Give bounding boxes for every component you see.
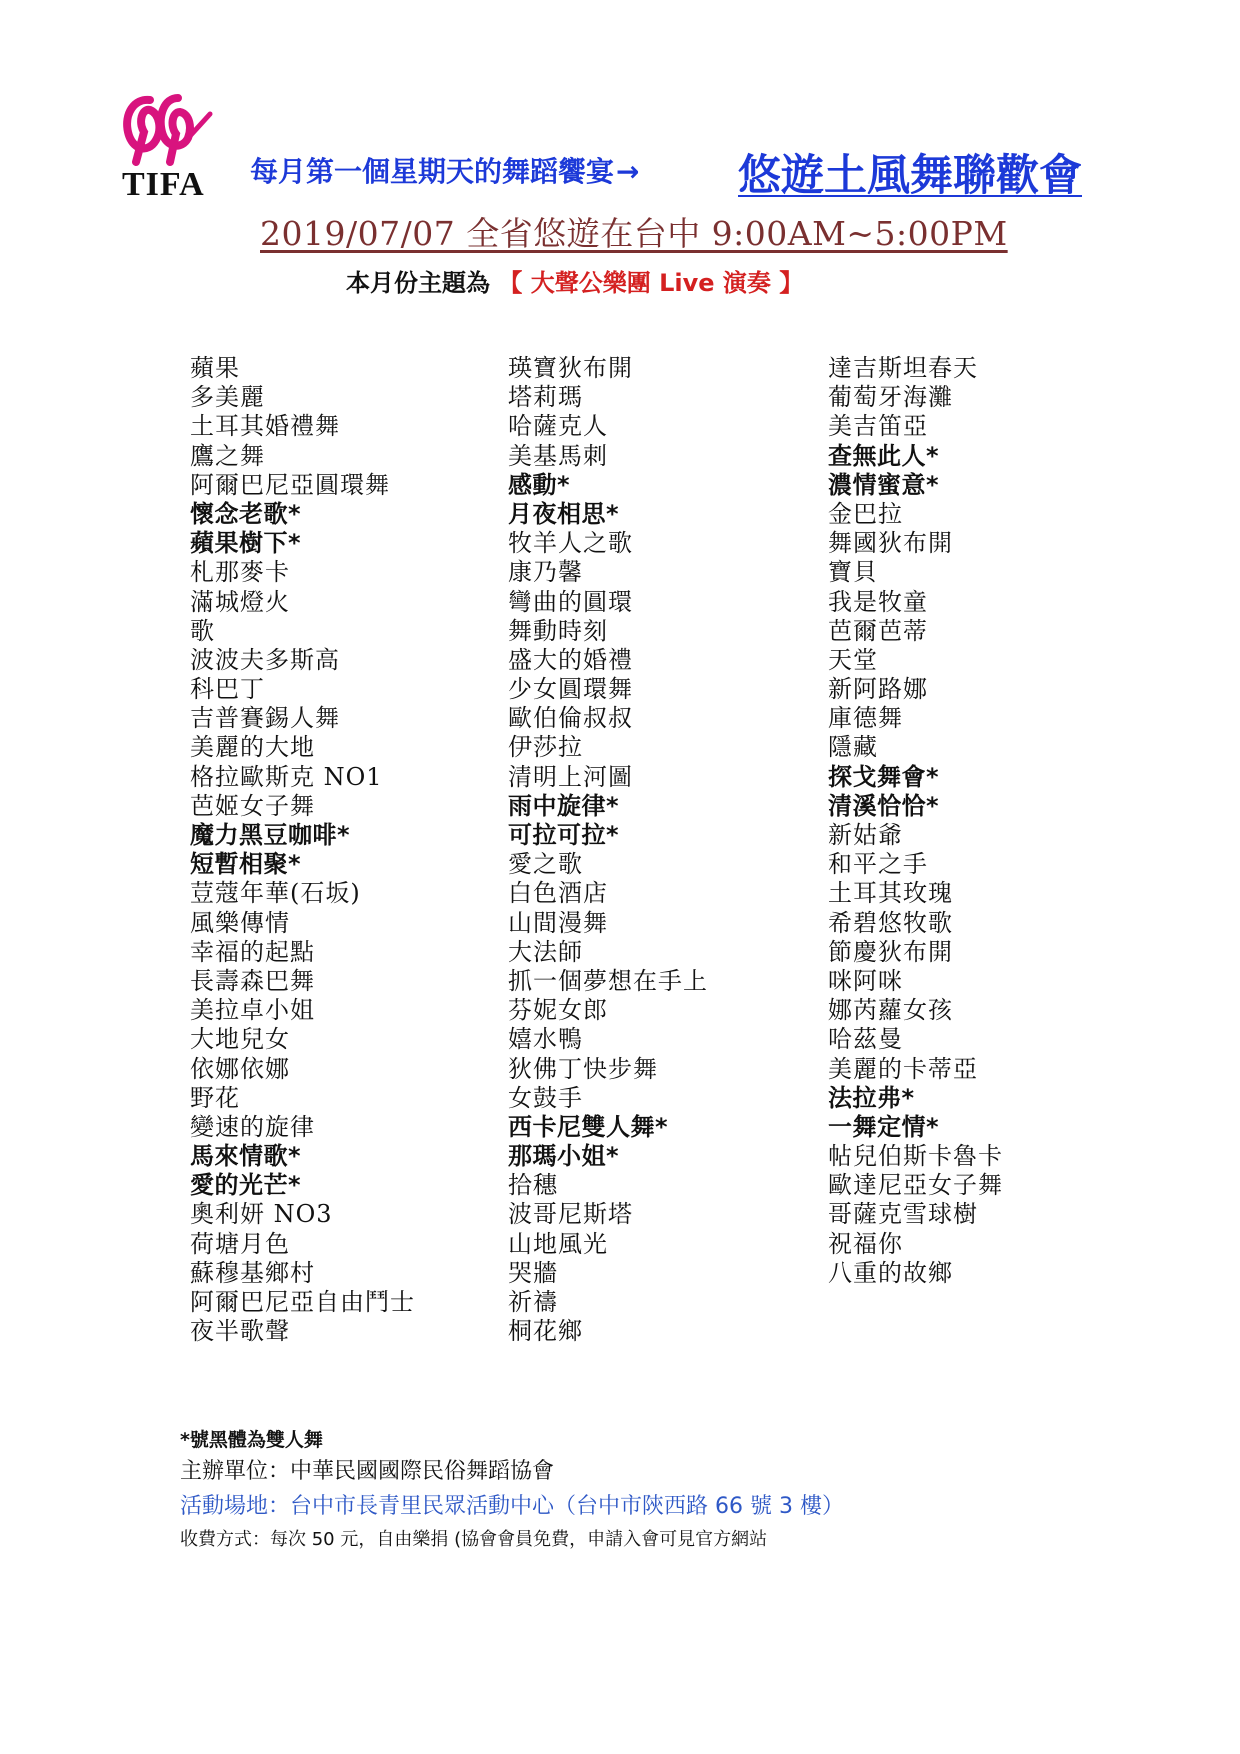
dance-item: 祈禱 bbox=[508, 1288, 558, 1316]
pair-dance-item: 馬來情歌* bbox=[190, 1142, 302, 1171]
dance-item: 哈茲曼 bbox=[828, 1025, 903, 1054]
dance-item: 牧羊人之歌 bbox=[508, 529, 633, 558]
pair-dance-item: 清溪恰恰* bbox=[828, 791, 940, 820]
dance-item: 哥薩克雪球樹 bbox=[828, 1200, 978, 1229]
dance-item: 少女圓環舞 bbox=[508, 675, 633, 704]
pair-dance-item: 雨中旋律* bbox=[508, 791, 620, 820]
dance-item: 愛之歌 bbox=[508, 850, 583, 879]
dance-item: 隱藏 bbox=[828, 733, 878, 762]
dance-item: 舞國狄布開 bbox=[828, 529, 953, 558]
pair-dance-item: 濃情蜜意* bbox=[828, 470, 940, 499]
theme-bracket-close: 】 bbox=[779, 269, 804, 297]
dance-item: 塔莉瑪 bbox=[508, 383, 583, 412]
dance-item: 奧利妍 NO3 bbox=[190, 1200, 333, 1229]
pair-dance-item: 查無此人* bbox=[828, 441, 940, 470]
organizer: 主辦單位：中華民國國際民俗舞蹈協會 bbox=[180, 1459, 555, 1484]
theme-text: 大聲公樂團 Live 演奏 bbox=[530, 269, 771, 297]
dance-item: 美吉笛亞 bbox=[828, 412, 928, 441]
tagline-text: 每月第一個星期天的舞蹈饗宴 bbox=[250, 155, 615, 188]
fee-info: 收費方式：每次 50 元，自由樂捐 (協會會員免費，申請入會可見官方網站 bbox=[180, 1529, 768, 1550]
dance-item: 新姑爺 bbox=[828, 821, 903, 849]
theme-bracket-open: 【 bbox=[498, 269, 523, 297]
dance-item: 芬妮女郎 bbox=[508, 996, 608, 1025]
pair-dance-item: 月夜相思* bbox=[508, 499, 620, 528]
dance-item: 瑛寶狄布開 bbox=[508, 354, 633, 382]
dance-item: 康乃馨 bbox=[508, 558, 583, 587]
dance-item: 大法師 bbox=[508, 937, 583, 966]
pair-dance-item: 懷念老歌* bbox=[190, 499, 302, 528]
dance-item: 蘋果 bbox=[190, 354, 240, 382]
arrow-icon: → bbox=[616, 155, 640, 188]
dance-item: 伊莎拉 bbox=[508, 733, 583, 762]
dance-item: 札那麥卡 bbox=[190, 558, 290, 587]
dance-item: 土耳其婚禮舞 bbox=[190, 412, 340, 441]
dance-item: 八重的故鄉 bbox=[828, 1258, 953, 1287]
dance-item: 歐伯倫叔叔 bbox=[508, 704, 633, 733]
dance-item: 哈薩克人 bbox=[508, 412, 608, 441]
pair-dance-item: 蘋果樹下* bbox=[190, 529, 302, 558]
dance-item: 長壽森巴舞 bbox=[190, 966, 315, 995]
dance-item: 節慶狄布開 bbox=[828, 937, 953, 966]
dance-item: 芭姬女子舞 bbox=[190, 791, 315, 820]
dance-item: 野花 bbox=[190, 1083, 240, 1112]
dance-item: 嬉水鴨 bbox=[508, 1025, 583, 1054]
pair-dance-item: 一舞定情* bbox=[828, 1112, 940, 1141]
pair-dance-item: 那瑪小姐* bbox=[508, 1142, 620, 1171]
dance-item: 我是牧童 bbox=[828, 587, 928, 616]
dance-item: 新阿路娜 bbox=[828, 675, 928, 704]
dance-item: 美拉卓小姐 bbox=[190, 996, 315, 1025]
footer-notes bbox=[180, 1425, 844, 1555]
dance-item: 荳蔻年華(石坂) bbox=[190, 879, 361, 908]
dance-item: 依娜依娜 bbox=[190, 1054, 290, 1083]
dance-item: 幸福的起點 bbox=[190, 937, 315, 966]
pair-dance-legend: *號黑體為雙人舞 bbox=[180, 1429, 323, 1451]
pair-dance-item: 魔力黑豆咖啡* bbox=[190, 821, 351, 849]
dance-item: 桐花鄉 bbox=[508, 1317, 583, 1346]
dance-item: 大地兒女 bbox=[190, 1025, 290, 1054]
theme-prefix: 本月份主題為 bbox=[346, 269, 490, 297]
pair-dance-item: 西卡尼雙人舞* bbox=[508, 1112, 669, 1141]
dance-item: 蘇穆基鄉村 bbox=[190, 1258, 315, 1287]
pair-dance-item: 感動* bbox=[508, 470, 571, 499]
dance-item: 帖兒伯斯卡魯卡 bbox=[828, 1142, 1003, 1171]
dance-item: 達吉斯坦春天 bbox=[828, 354, 978, 382]
dance-item: 變速的旋律 bbox=[190, 1112, 315, 1141]
pair-dance-item: 探戈舞會* bbox=[828, 762, 940, 791]
pair-dance-item: 短暫相聚* bbox=[190, 850, 302, 879]
dance-item: 土耳其玫瑰 bbox=[828, 879, 953, 908]
dance-item: 美基馬刺 bbox=[508, 441, 608, 470]
dance-item: 庫德舞 bbox=[828, 704, 903, 733]
dance-list-column-3 bbox=[828, 354, 1003, 1288]
dance-item: 山地風光 bbox=[508, 1229, 608, 1258]
dance-item: 歌 bbox=[190, 616, 215, 645]
dance-item: 希碧悠牧歌 bbox=[828, 908, 953, 937]
dance-item: 風樂傳情 bbox=[190, 908, 290, 937]
dance-item: 白色酒店 bbox=[508, 879, 608, 908]
dance-item: 芭爾芭蒂 bbox=[828, 616, 928, 645]
dance-item: 波哥尼斯塔 bbox=[508, 1200, 633, 1229]
dance-item: 女鼓手 bbox=[508, 1083, 583, 1112]
dance-item: 寶貝 bbox=[828, 558, 878, 587]
dance-item: 和平之手 bbox=[828, 850, 928, 879]
tifa-logo-icon bbox=[120, 92, 216, 172]
dance-item: 咪阿咪 bbox=[828, 966, 903, 995]
dance-item: 科巴丁 bbox=[190, 675, 265, 704]
pair-dance-item: 可拉可拉* bbox=[508, 821, 620, 849]
dance-item: 夜半歌聲 bbox=[190, 1317, 290, 1346]
dance-item: 抓一個夢想在手上 bbox=[508, 966, 708, 995]
dance-item: 荷塘月色 bbox=[190, 1229, 290, 1258]
dance-item: 阿爾巴尼亞圓環舞 bbox=[190, 470, 390, 499]
dance-item: 鷹之舞 bbox=[190, 441, 265, 470]
dance-item: 吉普賽錫人舞 bbox=[190, 704, 340, 733]
event-date: 2019/07/07 全省悠遊在台中 9:00AM~5:00PM bbox=[260, 214, 1008, 253]
tifa-logo bbox=[118, 92, 218, 203]
dance-item: 歐達尼亞女子舞 bbox=[828, 1171, 1003, 1200]
dance-item: 彎曲的圓環 bbox=[508, 587, 633, 616]
dance-item: 舞動時刻 bbox=[508, 616, 608, 645]
dance-item: 多美麗 bbox=[190, 383, 265, 412]
dance-item: 拾穗 bbox=[508, 1171, 558, 1200]
monthly-theme bbox=[346, 263, 803, 298]
dance-item: 哭牆 bbox=[508, 1258, 558, 1287]
dance-item: 格拉歐斯克 NO1 bbox=[190, 762, 383, 791]
dance-item: 狄佛丁快步舞 bbox=[508, 1054, 658, 1083]
dance-item: 天堂 bbox=[828, 645, 878, 674]
dance-list-column-2 bbox=[508, 354, 708, 1346]
dance-item: 滿城燈火 bbox=[190, 587, 290, 616]
pair-dance-item: 愛的光芒* bbox=[190, 1171, 302, 1200]
dance-item: 美麗的大地 bbox=[190, 733, 315, 762]
tagline bbox=[250, 150, 639, 190]
dance-item: 阿爾巴尼亞自由鬥士 bbox=[190, 1288, 415, 1316]
dance-item: 波波夫多斯高 bbox=[190, 645, 340, 674]
dance-item: 祝福你 bbox=[828, 1229, 903, 1258]
event-title: 悠遊土風舞聯歡會 bbox=[738, 151, 1082, 201]
dance-list-column-1 bbox=[190, 354, 415, 1346]
dance-item: 清明上河圖 bbox=[508, 762, 633, 791]
dance-item: 葡萄牙海灘 bbox=[828, 383, 953, 412]
logo-text: TIFA bbox=[122, 166, 205, 203]
venue: 活動場地：台中市長青里民眾活動中心（台中市陝西路 66 號 3 樓） bbox=[180, 1494, 844, 1519]
dance-item: 山間漫舞 bbox=[508, 908, 608, 937]
dance-item: 娜芮蘿女孩 bbox=[828, 996, 953, 1025]
dance-item: 美麗的卡蒂亞 bbox=[828, 1054, 978, 1083]
dance-item: 盛大的婚禮 bbox=[508, 645, 633, 674]
pair-dance-item: 法拉弗* bbox=[828, 1083, 915, 1112]
dance-item: 金巴拉 bbox=[828, 499, 903, 528]
